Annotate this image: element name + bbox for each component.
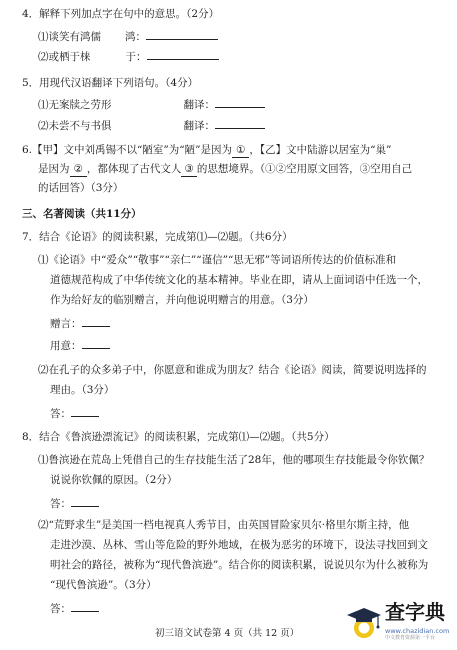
q6-blank-2[interactable]: ②	[70, 163, 87, 177]
q7-gift-label: 赠言：	[50, 318, 82, 330]
q8-stem: 8．结合《鲁滨逊漂流记》的阅读积累，完成第⑴—⑵题。（共5分）	[22, 431, 335, 443]
q7-answer-blank[interactable]	[71, 416, 99, 417]
watermark-title: 查字典	[385, 600, 445, 624]
chazidian-watermark	[345, 598, 450, 644]
q8-answer-1	[50, 498, 99, 511]
q8-answer-1-label: 答：	[50, 498, 71, 510]
q8-answer-2	[50, 603, 99, 616]
q8-p2-line2: 走进沙漠、丛林、雪山等危险的野外地域，在极为恶劣的环境下，设法寻找回到文	[50, 539, 428, 551]
q8-p2-line1: ⑵“荒野求生”是美国一档电视真人秀节目，由英国冒险家贝尔·格里尔斯主持，他	[38, 519, 410, 531]
q6-line1-b: ，【乙】文中陆游以居室为“巢”	[249, 144, 392, 156]
q8-p1-line2: 说说你钦佩的原因。（2分）	[50, 474, 178, 486]
q6-line2-a: 是因为	[38, 163, 70, 175]
q7-gift	[50, 318, 110, 331]
q5-stem: 5．用现代汉语翻译下列语句。（4分）	[22, 77, 199, 89]
q7-p1-line2: 道德规范构成了中华传统文化的基本精神。毕业在即，请从上面词语中任选一个，	[50, 274, 428, 286]
q8-p2-line3: 明社会的路径，被称为“现代鲁滨逊”。结合你的阅读积累，说说贝尔为什么被称为	[50, 559, 429, 571]
q7-gift-blank[interactable]	[82, 326, 110, 327]
q8-answer-2-label: 答：	[50, 603, 71, 615]
q7-stem: 7．结合《论语》的阅读积累，完成第⑴—⑵题。（共6分）	[22, 231, 293, 243]
q4-item1-blank[interactable]	[146, 39, 218, 40]
q7-answer-label: 答：	[50, 408, 71, 420]
q4-item1	[38, 31, 218, 44]
q7-p1-line3: 作为给好友的临别赠言，并向他说明赠言的用意。（3分）	[50, 294, 314, 306]
watermark-url: www.chazidian.com	[385, 627, 450, 635]
q6-blank-3[interactable]: ③	[181, 163, 196, 177]
q8-answer-2-blank[interactable]	[71, 611, 99, 612]
q6-line1	[22, 144, 391, 158]
q4-item1-char: 鸿：	[125, 31, 146, 43]
q8-p2-line4: “现代鲁滨逊”。（3分）	[50, 579, 157, 591]
q5-item2-blank[interactable]	[215, 128, 265, 129]
q5-item1-blank[interactable]	[215, 107, 265, 108]
q7-intent	[50, 340, 110, 353]
q7-p2-line2: 理由。（3分）	[50, 384, 115, 396]
watermark-slogan: 中文教育资源第一平台	[385, 635, 436, 641]
graduation-cap-icon	[345, 604, 383, 642]
q8-p1-line1: ⑴鲁滨逊在荒岛上凭借自己的生存技能生活了28年，他的哪项生存技能最令你钦佩？	[38, 454, 430, 466]
q8-answer-1-blank[interactable]	[71, 506, 99, 507]
q7-answer	[50, 408, 99, 421]
q6-line1-a: 6.【甲】文中刘禹锡不以“陋室”为“陋”是因为	[22, 144, 232, 156]
q7-intent-blank[interactable]	[82, 348, 110, 349]
q4-item2-char: 于：	[125, 51, 147, 63]
q4-item1-text: ⑴谈笑有鸿儒	[38, 31, 101, 43]
q5-item1	[38, 99, 265, 112]
q6-line2-b: ，都体现了古代文人	[86, 163, 182, 175]
q4-item2-blank[interactable]	[147, 59, 219, 60]
q7-intent-label: 用意：	[50, 340, 82, 352]
q4-stem: 4．解释下列加点字在句中的意思。（2分）	[22, 8, 220, 20]
q5-item2	[38, 120, 265, 133]
q4-item2	[38, 51, 219, 64]
q5-item1-label: 翻译：	[183, 99, 215, 111]
q4-item2-text: ⑵或栖于梾	[38, 51, 91, 63]
q6-blank-1[interactable]: ①	[232, 144, 249, 158]
q6-line2	[38, 163, 412, 177]
page-footer: 初三语文试卷第 4 页（共 12 页）	[155, 628, 300, 639]
q6-line3: 的话回答）（3分）	[38, 182, 124, 194]
q7-p2-line1: ⑵在孔子的众多弟子中，你愿意和谁成为朋友？结合《论语》阅读，简要说明选择的	[38, 364, 427, 376]
q7-p1-line1: ⑴《论语》中“爱众”“敬事”“亲仁”“谨信”“思无邪”等词语所传达的价值标准和	[38, 254, 397, 266]
section-heading: 三、名著阅读（共11分）	[22, 208, 142, 220]
q6-line2-c: 的思想境界。（①②空用原文回答，③空用自己	[196, 163, 413, 175]
q5-item2-label: 翻译：	[183, 120, 215, 132]
q5-item1-text: ⑴无案牍之劳形	[38, 99, 112, 111]
q5-item2-text: ⑵未尝不与书俱	[38, 120, 112, 132]
